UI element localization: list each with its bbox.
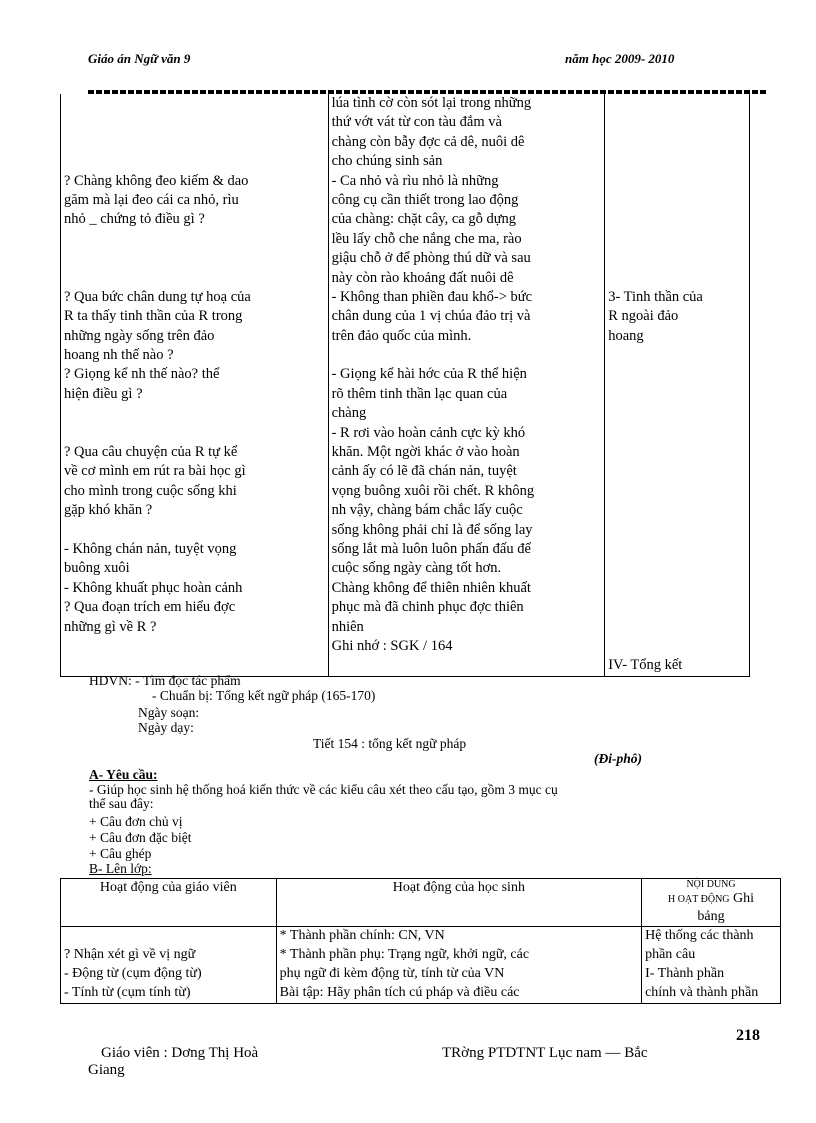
hdvn-line2: - Chuẩn bị: Tổng kết ngữ pháp (165-170) — [152, 688, 376, 703]
text-line: vọng buông xuôi rồi chết. R không — [331, 482, 535, 499]
text-line: gặp khó khăn ? — [64, 502, 153, 519]
text-line — [608, 501, 746, 520]
text-line — [608, 521, 746, 540]
text-line: những gì về R ? — [64, 618, 157, 635]
text-line: nhiên — [331, 618, 364, 635]
text-line — [608, 540, 746, 559]
text-line: hoang nh thế nào ? — [64, 347, 174, 364]
text-line: - Ca nhỏ và rìu nhỏ là những — [331, 172, 499, 189]
text-line: * Thành phần chính: CN, VN — [279, 928, 445, 943]
text-line: sống lắt mà luôn luôn phấn đấu để — [331, 540, 531, 557]
text-line: - Giọng kể hài hớc của R thể hiện — [331, 366, 527, 383]
ngay-soan: Ngày soạn: — [138, 705, 200, 720]
text-line: hoang — [608, 327, 644, 344]
text-line — [608, 365, 746, 384]
text-line — [64, 521, 325, 540]
text-line — [608, 385, 746, 404]
text-line: của chàng: chặt cây, ca gỗ dựng — [331, 211, 517, 228]
yeu-cau-line3: + Câu đơn chủ vị — [89, 814, 183, 829]
text-line: R ta thấy tinh thần của R trong — [64, 308, 243, 325]
content-column — [605, 94, 750, 676]
text-line: lúa tình cờ còn sót lại trong những — [331, 95, 532, 111]
teacher-column — [61, 94, 329, 676]
text-line — [608, 269, 746, 288]
hdvn-line1: HDVN: - Tìm đọc tác phẩm — [89, 673, 241, 688]
text-line: ? Nhận xét gì về vị ngữ — [64, 947, 196, 962]
text-line: * Thành phần phụ: Trạng ngữ, khởi ngữ, các — [279, 947, 530, 962]
text-line — [608, 152, 746, 171]
text-line — [608, 210, 746, 229]
text-line: chàng — [331, 405, 367, 422]
text-line: Bài tập: Hãy phân tích cú pháp và điều các — [279, 985, 520, 1000]
lesson-title: Tiết 154 : tổng kết ngữ pháp — [313, 736, 467, 751]
text-line: Chàng không để thiên nhiên khuất — [331, 579, 531, 596]
text-line: - Không khuất phục hoàn cảnh — [64, 579, 243, 596]
text-line: ? Qua câu chuyện của R tự kể — [64, 444, 238, 461]
text-line: - Không than phiền đau khổ-> bức — [331, 288, 533, 305]
t2-teacher-cell — [61, 927, 277, 1004]
page-number: 218 — [736, 1027, 760, 1044]
text-line: giậu chỗ ở để phòng thú dữ và sau — [331, 250, 531, 267]
grammar-table — [60, 878, 781, 1004]
text-line — [608, 424, 746, 443]
footer-place: Giang — [88, 1062, 125, 1078]
yeu-cau-line2: thể sau đây: — [89, 796, 154, 811]
text-line: ? Qua đoạn trích em hiểu đợc — [64, 599, 236, 616]
text-line: buông xuôi — [64, 560, 130, 577]
header-right: năm học 2009- 2010 — [565, 51, 675, 66]
text-line — [64, 94, 325, 113]
text-line — [64, 424, 325, 443]
ngay-day: Ngày dạy: — [138, 720, 194, 735]
text-line: cho chúng sinh sản — [331, 153, 443, 170]
t2-student-cell — [276, 927, 641, 1004]
text-line: hiện điều gì ? — [64, 385, 143, 402]
text-line — [608, 598, 746, 617]
text-line — [332, 346, 602, 365]
text-line: những ngày sống trên đảo — [64, 327, 215, 344]
text-line — [64, 269, 325, 288]
section-len-lop: B- Lên lớp: — [89, 861, 152, 876]
text-line — [608, 249, 746, 268]
text-line: rõ thêm tinh thần lạc quan của — [331, 385, 508, 402]
text-line — [608, 618, 746, 637]
text-line: chàng còn bẫy đợc cả dê, nuôi dê — [331, 133, 525, 150]
text-line: ? Qua bức chân dung tự hoạ của — [64, 288, 251, 305]
text-line: khăn. Một ngời khác ở vào hoàn — [331, 444, 520, 461]
text-line: cho mình trong cuộc sống khi — [64, 482, 237, 499]
text-line: - Không chán nản, tuyệt vọng — [64, 540, 237, 557]
text-line — [608, 443, 746, 462]
text-line: 3- Tinh thần của — [608, 288, 703, 305]
text-line — [64, 152, 325, 171]
text-line — [64, 230, 325, 249]
text-line — [608, 113, 746, 132]
text-line: - Tính từ (cụm tính từ) — [64, 985, 191, 1000]
text-line: IV- Tổng kết — [608, 657, 683, 674]
text-line: về cơ mình em rút ra bài học gì — [64, 463, 246, 480]
text-line — [608, 462, 746, 481]
head-content: NỘI DUNG H OẠT ĐỘNG Ghi bảng — [642, 879, 781, 927]
text-line: này còn rào khoảng đất nuôi dê — [331, 269, 514, 286]
text-line: nhỏ _ chứng tỏ điều gì ? — [64, 211, 205, 228]
text-line: công cụ cần thiết trong lao động — [331, 191, 519, 208]
text-line: I- Thành phần — [645, 966, 725, 981]
text-line — [608, 482, 746, 501]
yeu-cau-line4: + Câu đơn đặc biệt — [89, 830, 192, 845]
text-line: phần câu — [645, 947, 696, 962]
text-line: - R rơi vào hoàn cảnh cực kỳ khó — [331, 424, 526, 441]
text-line: cuộc sống ngày càng tốt hơn. — [331, 560, 502, 577]
text-line — [64, 133, 325, 152]
text-line: trên đảo quốc của mình. — [331, 327, 472, 344]
text-line — [608, 579, 746, 598]
text-line — [64, 249, 325, 268]
text-line: nh vậy, chàng bám chắc lấy cuộc — [331, 502, 523, 519]
text-line — [608, 230, 746, 249]
header-left: Giáo án Ngữ văn 9 — [88, 51, 191, 66]
yeu-cau-line1: - Giúp học sinh hệ thống hoá kiến thức về các kiểu câu xét theo cấu tạo, gồm 3 mục cụ — [89, 782, 558, 797]
footer-teacher: Giáo viên : Dơng Thị Hoà — [101, 1045, 259, 1061]
t2-content-cell — [642, 927, 781, 1004]
head-student: Hoạt động của học sinh — [276, 879, 641, 927]
text-line — [64, 113, 325, 132]
student-column — [328, 94, 605, 676]
text-line: găm mà lại đeo cái ca nhỏ, rìu — [64, 191, 239, 208]
text-line: lều lấy chỗ che nắng che ma, rào — [331, 230, 522, 247]
text-line — [608, 346, 746, 365]
text-line: ? Giọng kể nh thế nào? thể — [64, 366, 220, 383]
text-line — [64, 927, 273, 946]
text-line: R ngoài đảo — [608, 308, 679, 325]
text-line — [64, 637, 325, 656]
text-line: chính và thành phần — [645, 985, 759, 1000]
footer-school: TRờng PTDTNT Lục nam — Bắc — [442, 1045, 648, 1061]
text-line: Hệ thống các thành — [645, 928, 754, 943]
text-line — [608, 404, 746, 423]
text-line — [608, 133, 746, 152]
text-line: chân dung của 1 vị chúa đảo trị và — [331, 308, 531, 325]
text-line — [608, 172, 746, 191]
head-teacher: Hoạt động của giáo viên — [61, 879, 277, 927]
text-line: Ghi nhớ : SGK / 164 — [331, 637, 453, 654]
di-pho: (Đi-phô) — [594, 751, 642, 766]
text-line — [608, 94, 746, 113]
text-line — [64, 404, 325, 423]
text-line: sống không phải chỉ là để sống lay — [331, 521, 533, 538]
text-line: ? Chàng không đeo kiếm & dao — [64, 172, 249, 189]
text-line: thứ vớt vát từ con tàu đắm và — [331, 114, 502, 131]
yeu-cau-line5: + Câu ghép — [89, 846, 152, 861]
text-line: phụ ngữ đi kèm động từ, tính từ của VN — [279, 966, 505, 981]
text-line: - Động từ (cụm động từ) — [64, 966, 202, 981]
text-line — [608, 559, 746, 578]
lesson-table — [60, 94, 750, 677]
text-line: cảnh ấy có lẽ đã chán nản, tuyệt — [331, 463, 517, 480]
text-line: phục mà đã chinh phục đợc thiên — [331, 599, 524, 616]
text-line — [608, 191, 746, 210]
section-yeu-cau: A- Yêu cầu: — [89, 767, 158, 782]
text-line — [608, 637, 746, 656]
